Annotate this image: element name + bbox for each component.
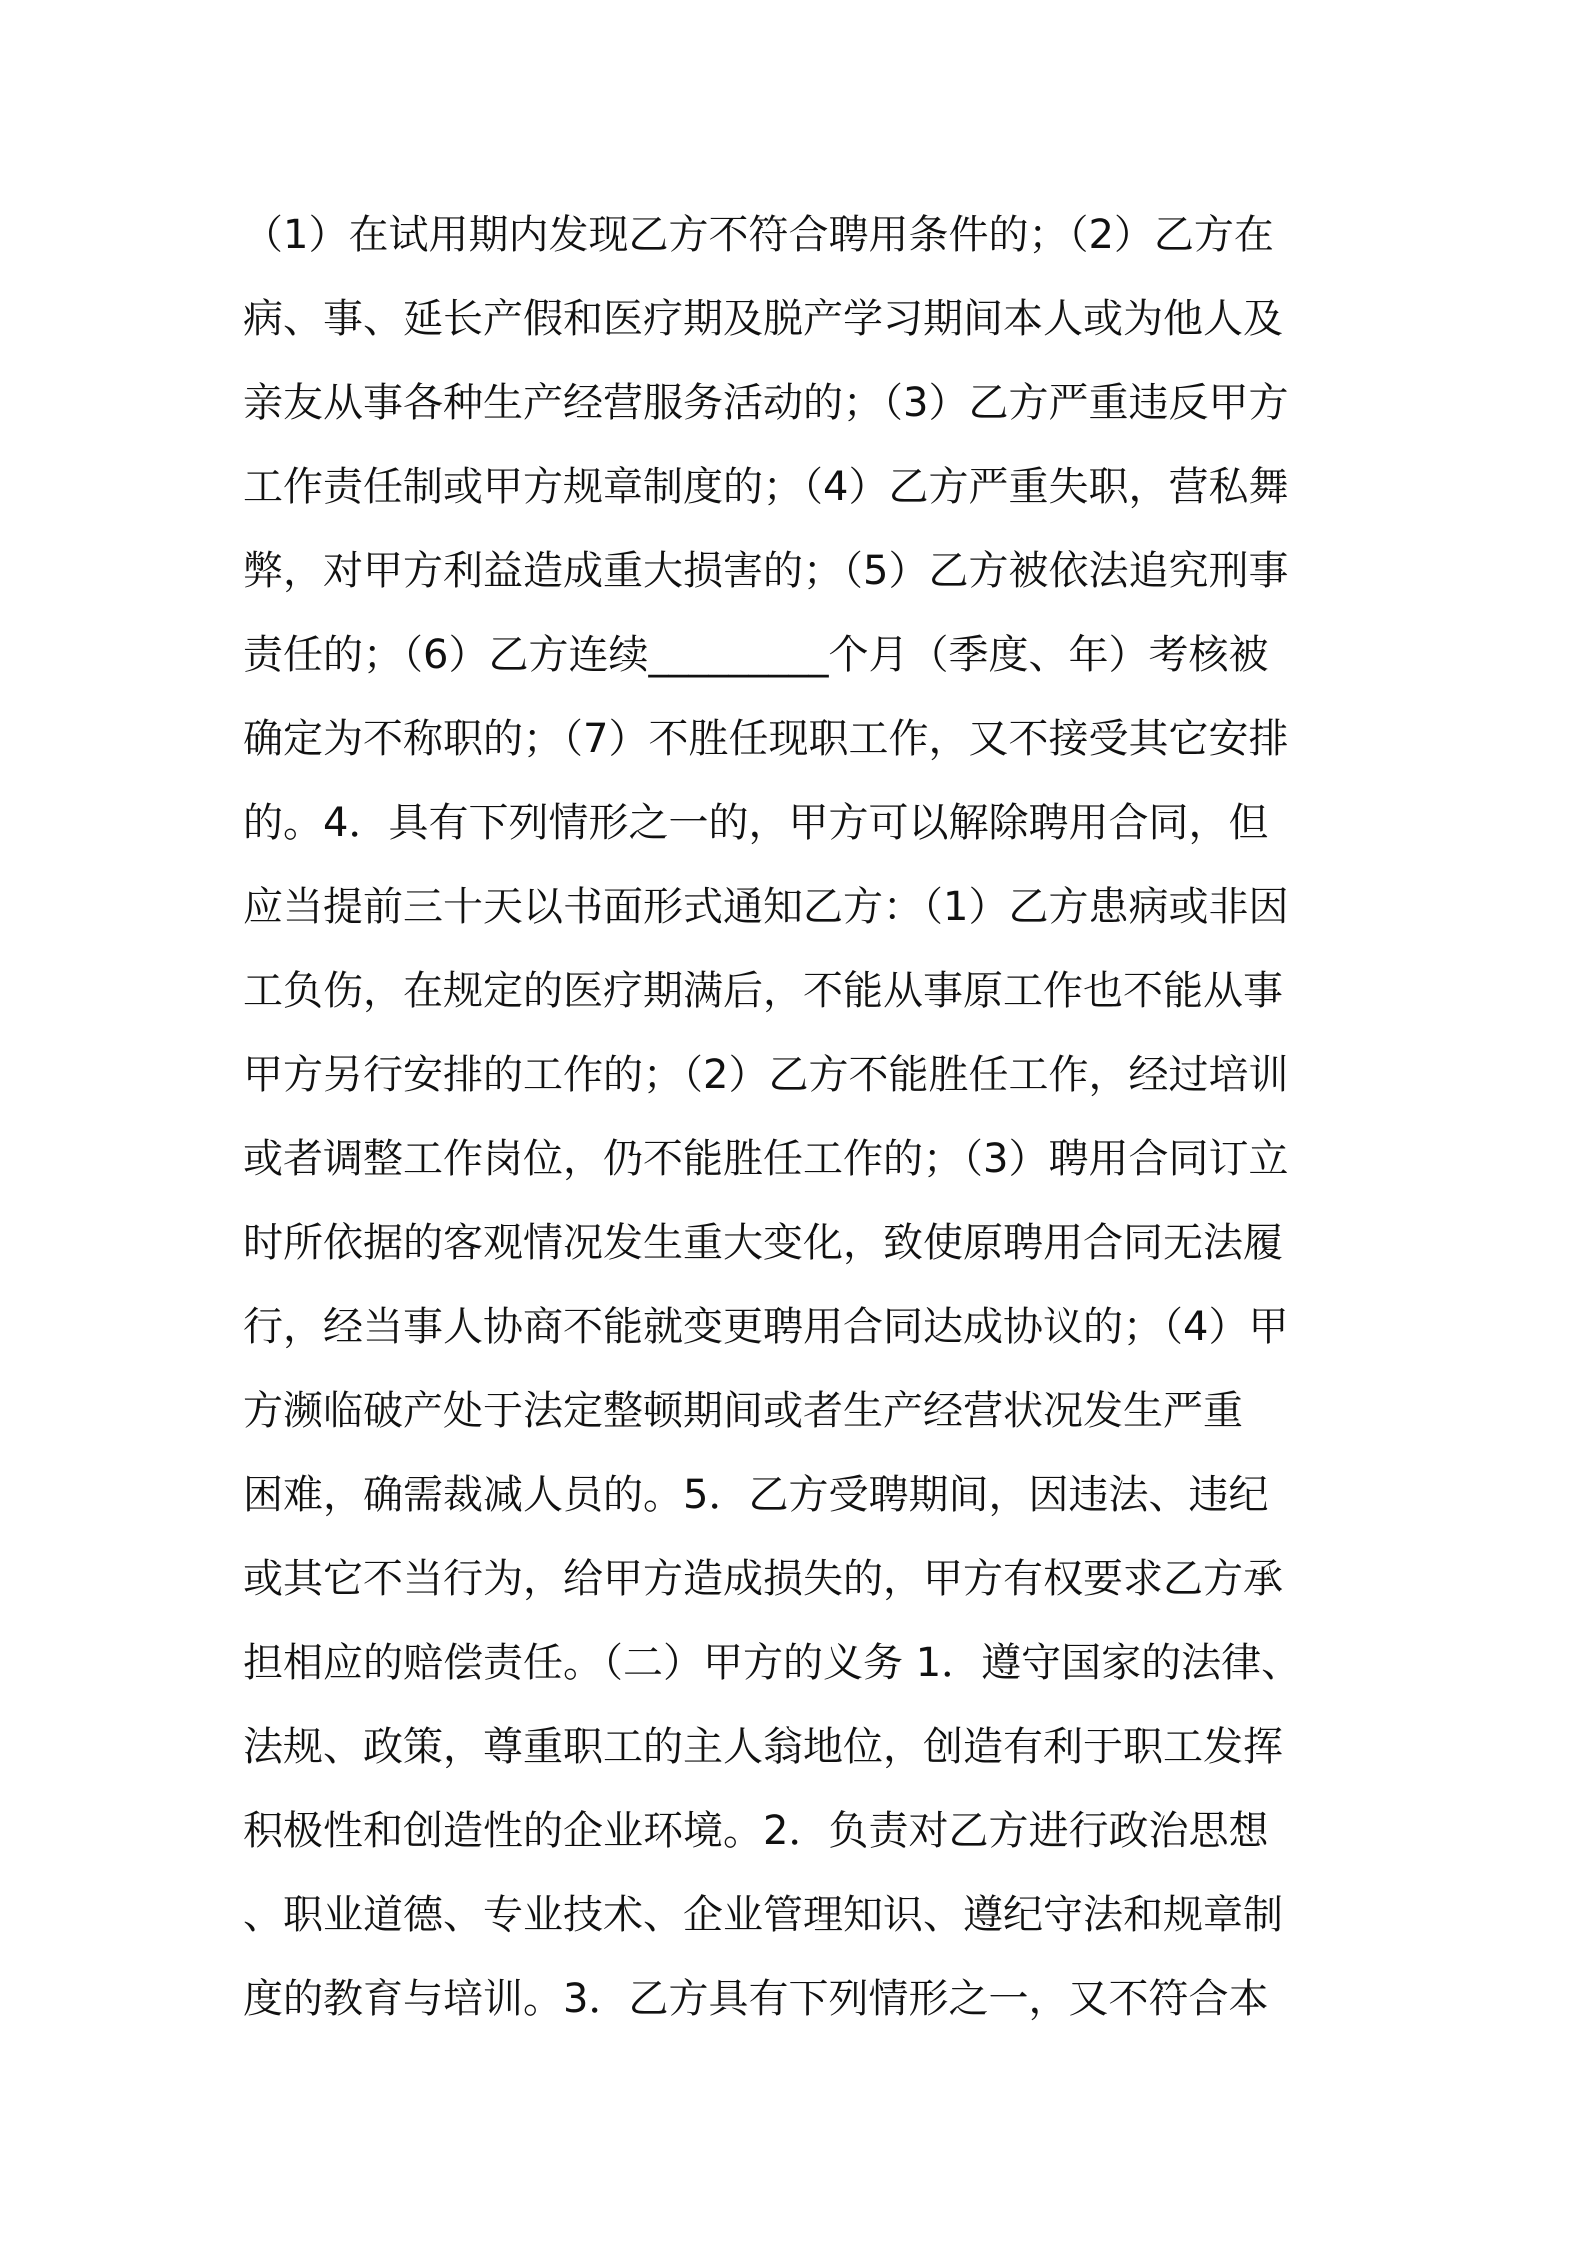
text-line: 或者调整工作岗位，仍不能胜任工作的；（3）聘用合同订立 [243,1136,1289,1182]
text-line: 的。4．具有下列情形之一的，甲方可以解除聘用合同，但 [243,800,1269,846]
text-line: 困难，确需裁减人员的。5．乙方受聘期间，因违法、违纪 [243,1472,1269,1518]
text-line: 工作责任制或甲方规章制度的；（4）乙方严重失职，营私舞 [243,464,1289,510]
body-text [243,193,1363,2041]
text-line: 甲方另行安排的工作的；（2）乙方不能胜任工作，经过培训 [243,1052,1289,1098]
text-line: 积极性和创造性的企业环境。2．负责对乙方进行政治思想 [243,1808,1269,1854]
text-line: 责任的；（6）乙方连续_________个月（季度、年）考核被 [243,632,1269,678]
text-line: 行，经当事人协商不能就变更聘用合同达成协议的；（4）甲 [243,1304,1289,1350]
text-line: 确定为不称职的；（7）不胜任现职工作，又不接受其它安排 [243,716,1289,762]
text-line: （1）在试用期内发现乙方不符合聘用条件的；（2）乙方在 [243,212,1274,258]
text-line: 、职业道德、专业技术、企业管理知识、遵纪守法和规章制 [243,1892,1283,1938]
text-line: 弊，对甲方利益造成重大损害的；（5）乙方被依法追究刑事 [243,548,1289,594]
text-line: 或其它不当行为，给甲方造成损失的，甲方有权要求乙方承 [243,1556,1283,1602]
text-line: 方濒临破产处于法定整顿期间或者生产经营状况发生严重 [243,1388,1243,1434]
text-line: 工负伤，在规定的医疗期满后，不能从事原工作也不能从事 [243,968,1283,1014]
text-line: 病、事、延长产假和医疗期及脱产学习期间本人或为他人及 [243,296,1283,342]
text-line: 担相应的赔偿责任。（二）甲方的义务 1．遵守国家的法律、 [243,1640,1302,1686]
text-line: 应当提前三十天以书面形式通知乙方：（1）乙方患病或非因 [243,884,1289,930]
text-line: 时所依据的客观情况发生重大变化，致使原聘用合同无法履 [243,1220,1283,1266]
text-line: 法规、政策，尊重职工的主人翁地位，创造有利于职工发挥 [243,1724,1283,1770]
text-line: 亲友从事各种生产经营服务活动的；（3）乙方严重违反甲方 [243,380,1289,426]
text-line: 度的教育与培训。3．乙方具有下列情形之一，又不符合本 [243,1976,1269,2022]
